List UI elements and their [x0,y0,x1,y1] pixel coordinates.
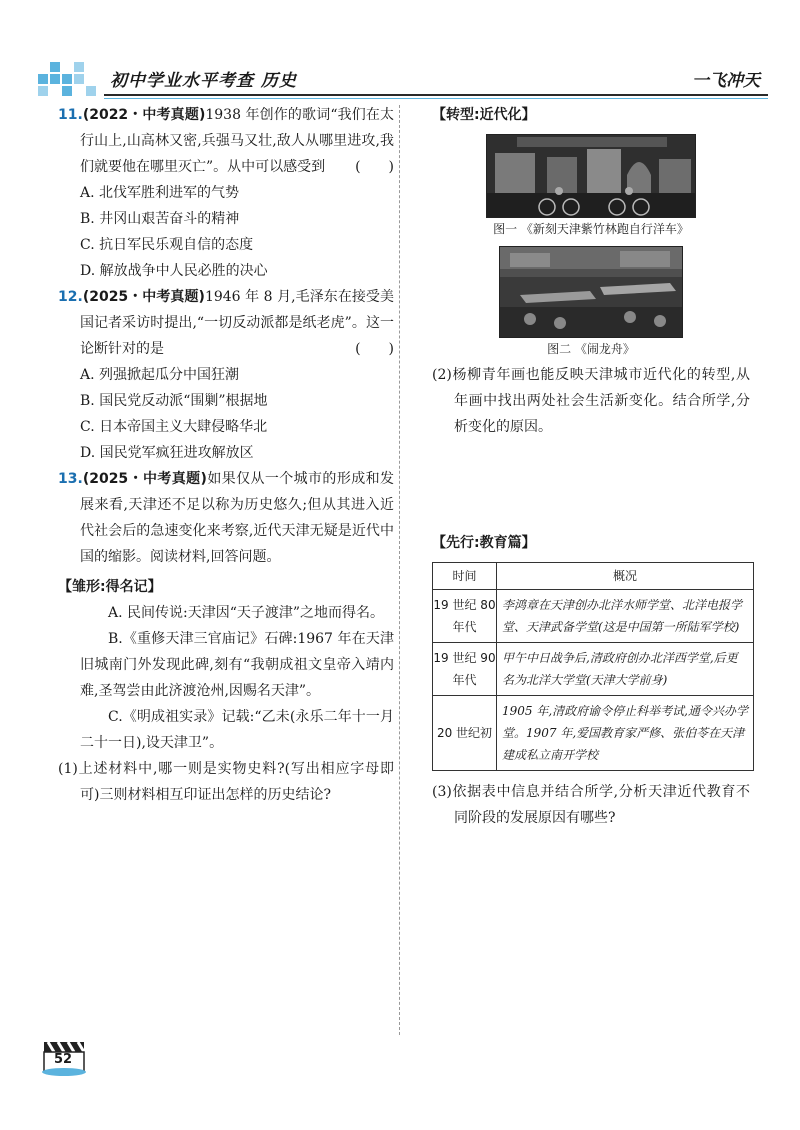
page-number: 52 [54,1052,73,1067]
figure-2-caption: 图二 《闹龙舟》 [547,342,635,356]
right-column [432,102,750,831]
header-decoration [38,62,104,96]
question-number: 13. [58,471,83,487]
section-heading: 【转型:近代化】 [432,107,536,123]
table-row [433,643,754,696]
material-b: B.《重修天津三官庙记》石碑:1967 年在天津旧城南门外发现此碑,刻有“我朝成祖文皇帝入靖内难,圣驾尝由此济渡沧州,因赐名天津”。 [80,631,394,699]
option-c: C. 抗日军民乐观自信的态度 [80,237,254,253]
table-header-overview: 概况 [497,563,754,590]
header-rule-accent [104,98,768,99]
option-b: B. 国民党反动派“围剿”根据地 [80,393,268,409]
material-c: C.《明成祖实录》记载:“乙未(永乐二年十一月二十一日),设天津卫”。 [80,709,394,751]
question-stem: 1938 年创作的歌词“我们在太行山上,山高林又密,兵强马又壮,敌人从哪里进攻,我们就要他在哪里灭亡”。从中可以感受到 [80,107,394,175]
figure-2 [432,246,750,360]
option-c: C. 日本帝国主义大肆侵略华北 [80,419,268,435]
question-stem: 1946 年 8 月,毛泽东在接受美国记者采访时提出,“一切反动派都是纸老虎”。这一论断针对的是 [80,289,394,357]
nianhua-dragonboat-image [499,246,683,338]
question-source-tag: (2025・中考真题) [82,471,207,487]
question-number: 11. [58,107,83,123]
table-cell-time: 20 世纪初 [433,696,497,771]
nianhua-bicycle-image [486,134,696,218]
table-cell-time: 19 世纪 80 年代 [433,590,497,643]
sub-question-1: (1)上述材料中,哪一则是实物史料?(写出相应字母即可)三则材料相互印证出怎样的历史结论? [58,761,394,803]
option-d: D. 国民党军疯狂进攻解放区 [80,445,254,461]
left-column [58,102,394,808]
figure-1-caption: 图一 《新刻天津紫竹林跑自行洋车》 [493,222,689,236]
table-cell-desc: 1905 年,清政府谕令停止科举考试,通令兴办学堂。1907 年,爱国教育家严修、张伯苓在天津建成私立南开学校 [497,696,754,771]
sub-question-3: (3)依据表中信息并结合所学,分析天津近代教育不同阶段的发展原因有哪些? [432,784,750,826]
header-rule [104,94,768,96]
section-heading: 【雏形:得名记】 [58,579,162,595]
question-source-tag: (2022・中考真题) [82,107,206,123]
table-row [433,590,754,643]
question-source-tag: (2025・中考真题) [82,289,205,305]
question-number: 12. [58,289,83,305]
book-title: 初中学业水平考查 历史 [110,71,297,91]
page-header [38,52,768,100]
question-13 [58,466,394,808]
column-divider [399,105,400,1035]
section-heading: 【先行:教育篇】 [432,535,536,551]
sub-question-2: (2)杨柳青年画也能反映天津城市近代化的转型,从年画中找出两处社会生活新变化。结合所学,分析变化的原因。 [432,367,750,435]
table-cell-time: 19 世纪 90 年代 [433,643,497,696]
question-12 [58,284,394,466]
education-table [432,562,754,771]
material-a: A. 民间传说:天津因“天子渡津”之地而得名。 [108,605,385,621]
table-header-row [433,563,754,590]
option-a: A. 北伐军胜利进军的气势 [80,185,240,201]
answer-space [432,440,750,526]
question-stem: 如果仅从一个城市的形成和发展来看,天津还不足以称为历史悠久;但从其进入近代社会后的急速变化来考察,近代天津无疑是近代中国的缩影。阅读材料,回答问题。 [80,471,394,565]
figure-1 [432,134,750,240]
page-number-badge [40,1040,88,1076]
option-b: B. 井冈山艰苦奋斗的精神 [80,211,240,227]
brand-logo: 一飞冲天 [692,71,760,91]
table-cell-desc: 李鸿章在天津创办北洋水师学堂、北洋电报学堂、天津武备学堂(这是中国第一所陆军学校) [497,590,754,643]
option-d: D. 解放战争中人民必胜的决心 [80,263,268,279]
question-11 [58,102,394,284]
table-row [433,696,754,771]
answer-paren: ( ) [355,341,394,357]
option-a: A. 列强掀起瓜分中国狂潮 [80,367,240,383]
table-cell-desc: 甲午中日战争后,清政府创办北洋西学堂,后更名为北洋大学堂(天津大学前身) [497,643,754,696]
table-header-time: 时间 [433,563,497,590]
answer-paren: ( ) [355,159,394,175]
